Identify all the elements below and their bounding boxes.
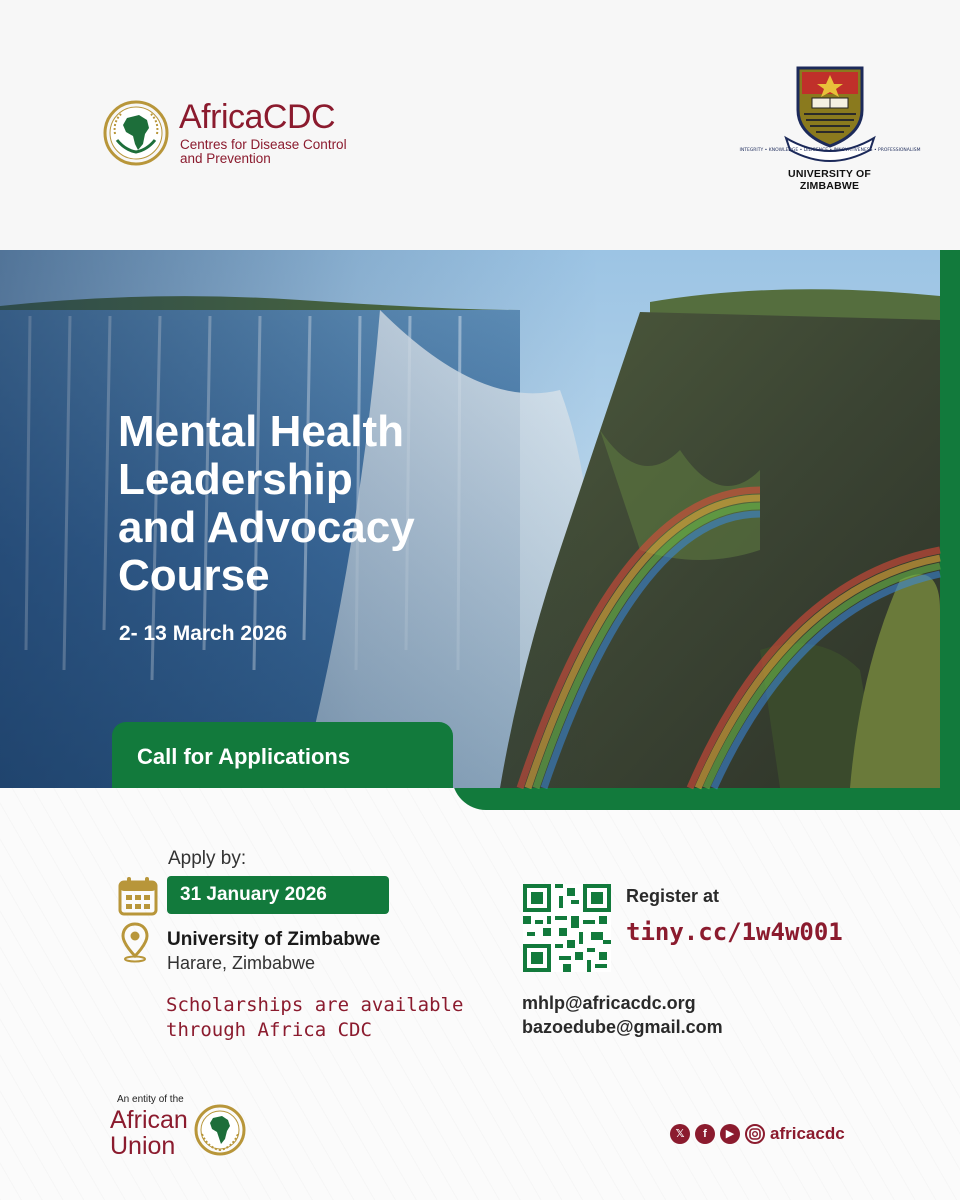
university-logo [739,64,921,192]
course-title-line: Leadership [118,455,353,504]
youtube-icon[interactable]: ▶ [720,1124,740,1144]
registration-link[interactable]: tiny.cc/1w4w001 [626,918,843,946]
cta-label: Call for Applications [137,744,351,769]
register-label: Register at [626,886,720,906]
scholarship-note [166,993,486,1043]
deadline-date: 31 January 2026 [180,884,327,905]
x-icon[interactable]: 𝕏 [670,1124,690,1144]
apply-by-label: Apply by: [168,848,247,869]
course-title-line: Mental Health [118,407,405,456]
qr-code-icon[interactable] [523,884,611,972]
venue-city: Harare, Zimbabwe [167,953,316,973]
org-subtitle: Centres for Disease Control and Prevention [180,137,347,166]
scholarship-line: Scholarships are available [166,994,464,1016]
africa-cdc-emblem-icon [103,100,169,166]
university-crest-icon [739,64,921,160]
location-pin-icon [120,922,150,962]
contact-email[interactable]: mhlp@africacdc.org [522,993,696,1013]
university-name: UNIVERSITY OF ZIMBABWE [788,168,871,192]
calendar-icon [118,876,158,916]
call-for-applications-banner [112,722,453,788]
course-title-line: Course [118,551,270,600]
course-dates: 2- 13 March 2026 [119,622,288,645]
deadline-badge [167,876,389,914]
au-name: African Union [110,1106,188,1160]
instagram-icon[interactable] [745,1124,765,1144]
africacdc-logo [103,98,363,168]
university-motto: INTEGRITY • KNOWLEDGE • DILIGENCE • INNOVATIVENESS • PROFESSIONALISM [739,148,921,153]
venue-name: University of Zimbabwe [167,929,381,950]
org-name: AfricaCDC [179,98,336,136]
course-title [118,408,538,600]
facebook-icon[interactable]: f [695,1124,715,1144]
african-union-emblem-icon [194,1104,246,1156]
hero-section [0,250,960,810]
course-title-line: and Advocacy [118,503,415,552]
scholarship-line: through Africa CDC [166,1019,372,1041]
social-handle[interactable]: africacdc [770,1124,845,1143]
au-entity-label: An entity of the [117,1094,184,1105]
contact-email[interactable]: bazoedube@gmail.com [522,1017,723,1037]
